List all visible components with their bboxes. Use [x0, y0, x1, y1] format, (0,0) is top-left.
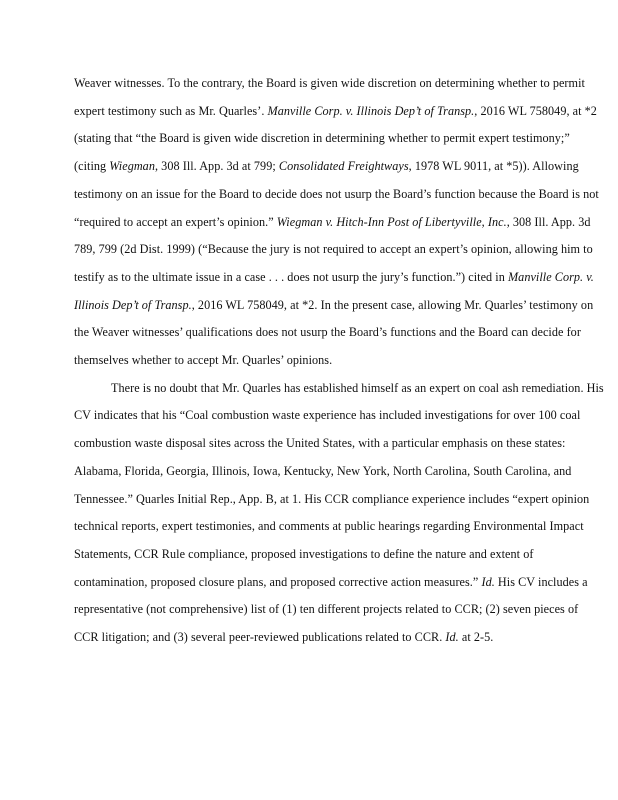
case-citation: Consolidated Freightways: [278, 159, 409, 174]
text-run: , 308 Ill. App. 3d at 799;: [154, 159, 279, 174]
id-citation: Id.: [445, 630, 459, 645]
case-citation: Wiegman: [109, 159, 155, 174]
paragraph-1: [74, 70, 604, 375]
case-citation: Wiegman v. Hitch-Inn Post of Libertyville, Inc.: [276, 214, 507, 229]
text-run: His CV includes a representative (not comprehensive) list of (1) ten different projects related to CCR; (2) seven pieces of CCR litigation; and (3) several peer-reviewed publications related to CCR.: [74, 574, 588, 645]
document-body: [74, 70, 604, 652]
paragraph-2: [74, 375, 604, 652]
text-run: Weaver witnesses. To the contrary, the Board is given wide discretion on determining whether to permit expert testimony such as Mr. Quarles’.: [74, 76, 585, 118]
case-citation: Manville Corp. v. Illinois Dep’t of Transp.: [267, 103, 475, 118]
text-run: at 2-5.: [458, 630, 494, 645]
text-run: , 2016 WL 758049, at *2 (stating that “the Board is given wide discretion in determining whether to permit expert testimony;” (citing: [74, 103, 597, 174]
text-run: , 2016 WL 758049, at *2. In the present case, allowing Mr. Quarles’ testimony on the Weaver witnesses’ qualifications does not usurp the Board’s functions and the Board can decide for themselves whether to accept Mr. Quarles’ opinions.: [74, 297, 594, 368]
text-run: , 1978 WL 9011, at *5)). Allowing testimony on an issue for the Board to decide does not usurp the Board’s function because the Board is not “required to accept an expert’s opinion.”: [74, 159, 599, 229]
id-citation: Id.: [481, 574, 495, 589]
text-run: , 308 Ill. App. 3d 789, 799 (2d Dist. 1999) (“Because the jury is not required to accept an expert’s opinion, allowing him to testify as to the ultimate issue in a case . . . does not usurp the jury’s function.”) cited in: [74, 214, 593, 284]
case-citation: Manville Corp. v. Illinois Dep’t of Transp.: [74, 269, 594, 312]
text-run: There is no doubt that Mr. Quarles has established himself as an expert on coal ash remediation. His CV indicates that his “Coal combustion waste experience has included investigations for over 100 coal combustion waste disposal sites across the United States, with a particular emphasis on these states: Alabama, Florida, Georgia, Illinois, Iowa, Kentucky, New York, North Carolina, South Carolina, and Tennessee.” Quarles Initial Rep., App. B, at 1. His CCR compliance experience includes “expert opinion technical reports, expert testimonies, and comments at public hearings regarding Environmental Impact Statements, CCR Rule compliance, proposed investigations to define the nature and extent of contamination, proposed closure plans, and proposed corrective action measures.”: [74, 380, 604, 589]
